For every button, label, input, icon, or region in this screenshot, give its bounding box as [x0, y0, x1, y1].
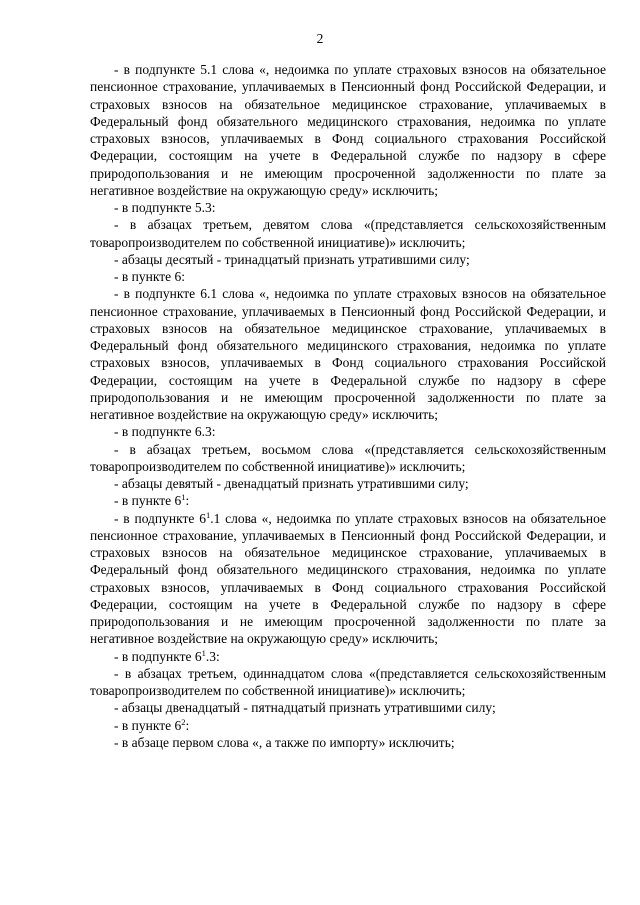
text-run: :: [185, 717, 190, 733]
text-run: .3:: [205, 648, 220, 664]
paragraph: - в абзацах третьем, восьмом слова «(представляется сельскохозяйственным товаропроизводителем по собственной инициативе)» исключить;: [90, 441, 606, 474]
superscript: 1: [205, 509, 211, 520]
paragraph-subpoint-6-1-1: [90, 510, 606, 648]
text-run: - в подпункте 6: [114, 648, 202, 664]
page-number: 2: [316, 31, 324, 46]
paragraph: - в пункте 6:: [114, 269, 185, 284]
paragraph: - в подпункте 6.1 слова «, недоимка по уплате страховых взносов на обязательное пенсионное страхование, уплачиваемых в Пенсионный фонд Российской Федерации, и страховых взносов на обязательное медицинское страхование, уплачиваемых в Федеральный фонд обязательного медицинского страхования, недоимка по уплате страховых взносов, уплачиваемых в Фонд социального страхования Российской Федерации, состоящим на учете в Федеральной службе по надзору в сфере природопользования и не имеющим просроченной задолженности по плате за негативное воздействие на окружающую среду» исключить;: [90, 286, 606, 422]
paragraph: - в подпункте 6.3:: [114, 424, 216, 440]
paragraph: - в абзацах третьем, девятом слова «(представляется сельскохозяйственным товаропроизводителем по собственной инициативе)» исключить;: [90, 217, 606, 250]
superscript: 1: [181, 492, 186, 503]
paragraph-point-6-2: [90, 717, 606, 734]
text-run: - в пункте 6: [114, 493, 182, 509]
document-body: [90, 61, 606, 751]
paragraph: - абзацы двенадцатый - пятнадцатый признать утратившими силу;: [114, 700, 496, 716]
superscript: 2: [181, 716, 186, 727]
paragraph: - в абзаце первом слова «, а также по импорту» исключить;: [114, 734, 455, 750]
text-run: :: [185, 493, 190, 509]
text-run: .1 слова «, недоимка по уплате страховых взносов на обязательное пенсионное страхование, уплачиваемых в Пенсионный фонд Российской Федерации, и страховых взносов на обязательное медицинское страхование, уплачиваемых в Федеральный фонд обязательного медицинского страхования, недоимка по уплате страховых взносов, уплачиваемых в Фонд социального страхования Российской Федерации, состоящим на учете в Федеральной службе по надзору в сфере природопользования и не имеющим просроченной задолженности по плате за негативное воздействие на окружающую среду» исключить;: [90, 510, 607, 647]
paragraph-subpoint-6-1-3: [90, 648, 606, 665]
paragraph: - в подпункте 5.1 слова «, недоимка по уплате страховых взносов на обязательное пенсионное страхование, уплачиваемых в Пенсионный фонд Российской Федерации, и страховых взносов на обязательное медицинское страхование, уплачиваемых в Федеральный фонд обязательного медицинского страхования, недоимка по уплате страховых взносов, уплачиваемых в Фонд социального страхования Российской Федерации, состоящим на учете в Федеральной службе по надзору в сфере природопользования и не имеющим просроченной задолженности по плате за негативное воздействие на окружающую среду» исключить;: [90, 62, 606, 198]
paragraph: - абзацы девятый - двенадцатый признать утратившими силу;: [114, 476, 469, 491]
paragraph: - в подпункте 5.3:: [114, 200, 216, 215]
text-run: - в пункте 6: [114, 717, 182, 733]
paragraph-point-6-1: [90, 492, 606, 509]
superscript: 1: [201, 647, 206, 658]
paragraph: - абзацы десятый - тринадцатый признать утратившими силу;: [114, 251, 470, 267]
paragraph: - в абзацах третьем, одиннадцатом слова «(представляется сельскохозяйственным товаропроизводителем по собственной инициативе)» исключить;: [90, 665, 606, 698]
text-run: - в подпункте 6: [114, 510, 206, 526]
